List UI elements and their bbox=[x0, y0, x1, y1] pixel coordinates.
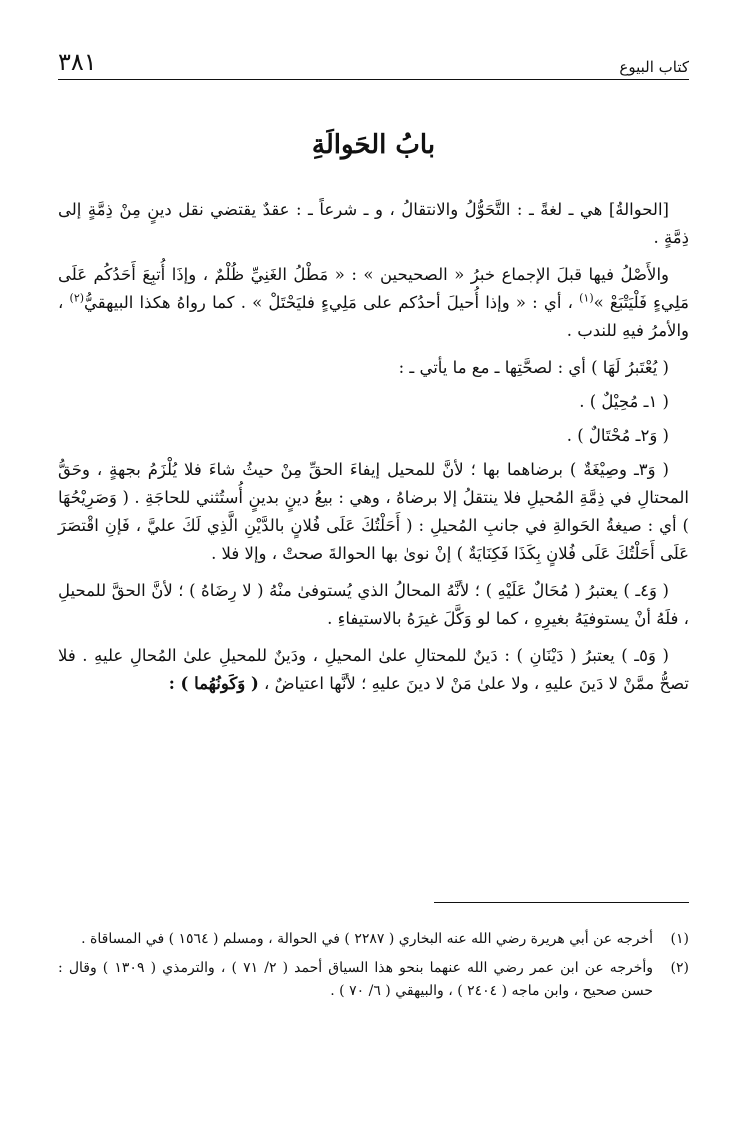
footnote-ref-2: (٢) bbox=[69, 291, 85, 305]
paragraph-condition-5 bbox=[58, 642, 689, 698]
condition-1: ( ١ـ مُحِيْلٌ ) . bbox=[579, 392, 669, 411]
paragraph-evidence-part-1: والأَصْلُ فيها قبلَ الإجماع خبرُ « الصحيحين » : « مَطْلُ الغَنِيِّ ظُلْمٌ ، وإذَا أُتبِعَ أَحَدُكُم عَلَى مَلِيءٍ فَلْيَتْبَعْ » bbox=[58, 265, 689, 312]
page-header bbox=[58, 46, 689, 76]
paragraph-evidence-part-3: ، والأمرُ فيهِ للندب . bbox=[58, 293, 689, 340]
condition-2: ( وَ٢ـ مُحْتَالٌ ) . bbox=[566, 426, 669, 445]
footnote bbox=[58, 957, 689, 1003]
header-rule bbox=[58, 79, 689, 80]
footnote-number: (١) bbox=[670, 931, 689, 947]
footnotes bbox=[58, 928, 689, 1009]
page-number: ٣٨١ bbox=[58, 48, 97, 76]
paragraph-condition-5-bold: ( وَكَونُهُما ) : bbox=[168, 674, 259, 693]
footnote-number: (٢) bbox=[670, 960, 689, 976]
paragraph-definition: [الحوالةُ] هي ـ لغةً ـ : التَّحَوُّلُ والانتقالُ ، و ـ شرعاً ـ : عقدٌ يقتضي نقل دينٍ مِنْ ذِمَّةٍ إلى ذِمَّةٍ . bbox=[58, 200, 689, 247]
footnote-ref-1: (١) bbox=[579, 291, 594, 305]
paragraph-condition-3: ( وَ٣ـ وصِيْغَةٌ ) برضاهما بها ؛ لأنَّ للمحيل إيفاءَ الحقِّ مِنْ حيثُ شاءَ فلا يُلْزَمُ بجهةٍ ، وحَقُّ المحتالِ في ذِمَّةِ المُحيلِ فلا ينتقلُ إلا برضاهُ ، وهي : بيعُ دينٍ بدينٍ أُستُثني للحاجَةِ . ( وَصَرِيْحُهَا ) أي : صيغةُ الحَوالةِ في جانبِ المُحيلِ : ( أَحَلْتُكَ عَلَى فُلانٍ بالدَّيْنِ الَّذِي لَكَ عليَّ ، فَإنِ اقْتصَرَ عَلَى أَحَلْتُكَ عَلَى فُلانٍ بِكَذَا فَكِنَايَةٌ ) إنْ نوىٰ بها الحوالةَ صحتْ ، وإلا فلا . bbox=[58, 460, 689, 563]
paragraph-condition-5-text: ( وَ٥ـ ) يعتبرُ ( دَيْنَانِ ) : دَينٌ للمحتالِ علىٰ المحيلِ ، ودَينٌ للمحيلِ علىٰ المُحالِ عليهِ . فلا تصحُّ ممَّنْ لا دَينَ عليهِ ، ولا علىٰ مَنْ لا دينَ عليهِ ؛ لأنَّها اعتياضٌ ، bbox=[58, 646, 689, 693]
footnote-rule bbox=[434, 902, 689, 903]
paragraph-evidence-part-2: ، أي : « وإذا أُحيلَ أحدُكم على مَلِيءٍ فليَحْتَلْ » . كما رواهُ هكذا البيهقيُّ bbox=[84, 293, 573, 312]
footnote-text: وأخرجه عن ابن عمر رضي الله عنهما بنحو هذا السياق أحمد ( ٢/ ٧١ ) ، والترمذي ( ١٣٠٩ ) وقال : حسن صحيح ، وابن ماجه ( ٢٤٠٤ ) ، والبيهقي ( ٦/ ٧٠ ) . bbox=[58, 960, 654, 999]
paragraph-condition-4: ( وَ٤ـ ) يعتبرُ ( مُحَالٌ عَلَيْهِ ) ؛ لأنَّهُ المحالُ الذي يُستوفىٰ منْهُ ( لا رِضَاهُ ) ؛ لأنَّ الحقَّ للمحيلِ ، فلَهُ أنْ يستوفيَهُ بغيرِهِ ، كما لو وَكَّلَ غيرَهُ بالاستيفاءِ . bbox=[58, 581, 689, 628]
paragraph-conditions-intro: ( يُعْتَبرُ لَهَا ) أي : لصحَّتِها ـ مع ما يأتي ـ : bbox=[398, 358, 669, 377]
paragraph-evidence bbox=[58, 261, 689, 345]
footnote bbox=[58, 928, 689, 951]
chapter-title: بابُ الحَوالَةِ bbox=[311, 130, 436, 160]
footnote-text: أخرجه عن أبي هريرة رضي الله عنه البخاري ( ٢٢٨٧ ) في الحوالة ، ومسلم ( ١٥٦٤ ) في المساقاة . bbox=[81, 931, 653, 947]
body-text bbox=[58, 196, 689, 707]
running-title: كتاب البيوع bbox=[619, 58, 689, 76]
